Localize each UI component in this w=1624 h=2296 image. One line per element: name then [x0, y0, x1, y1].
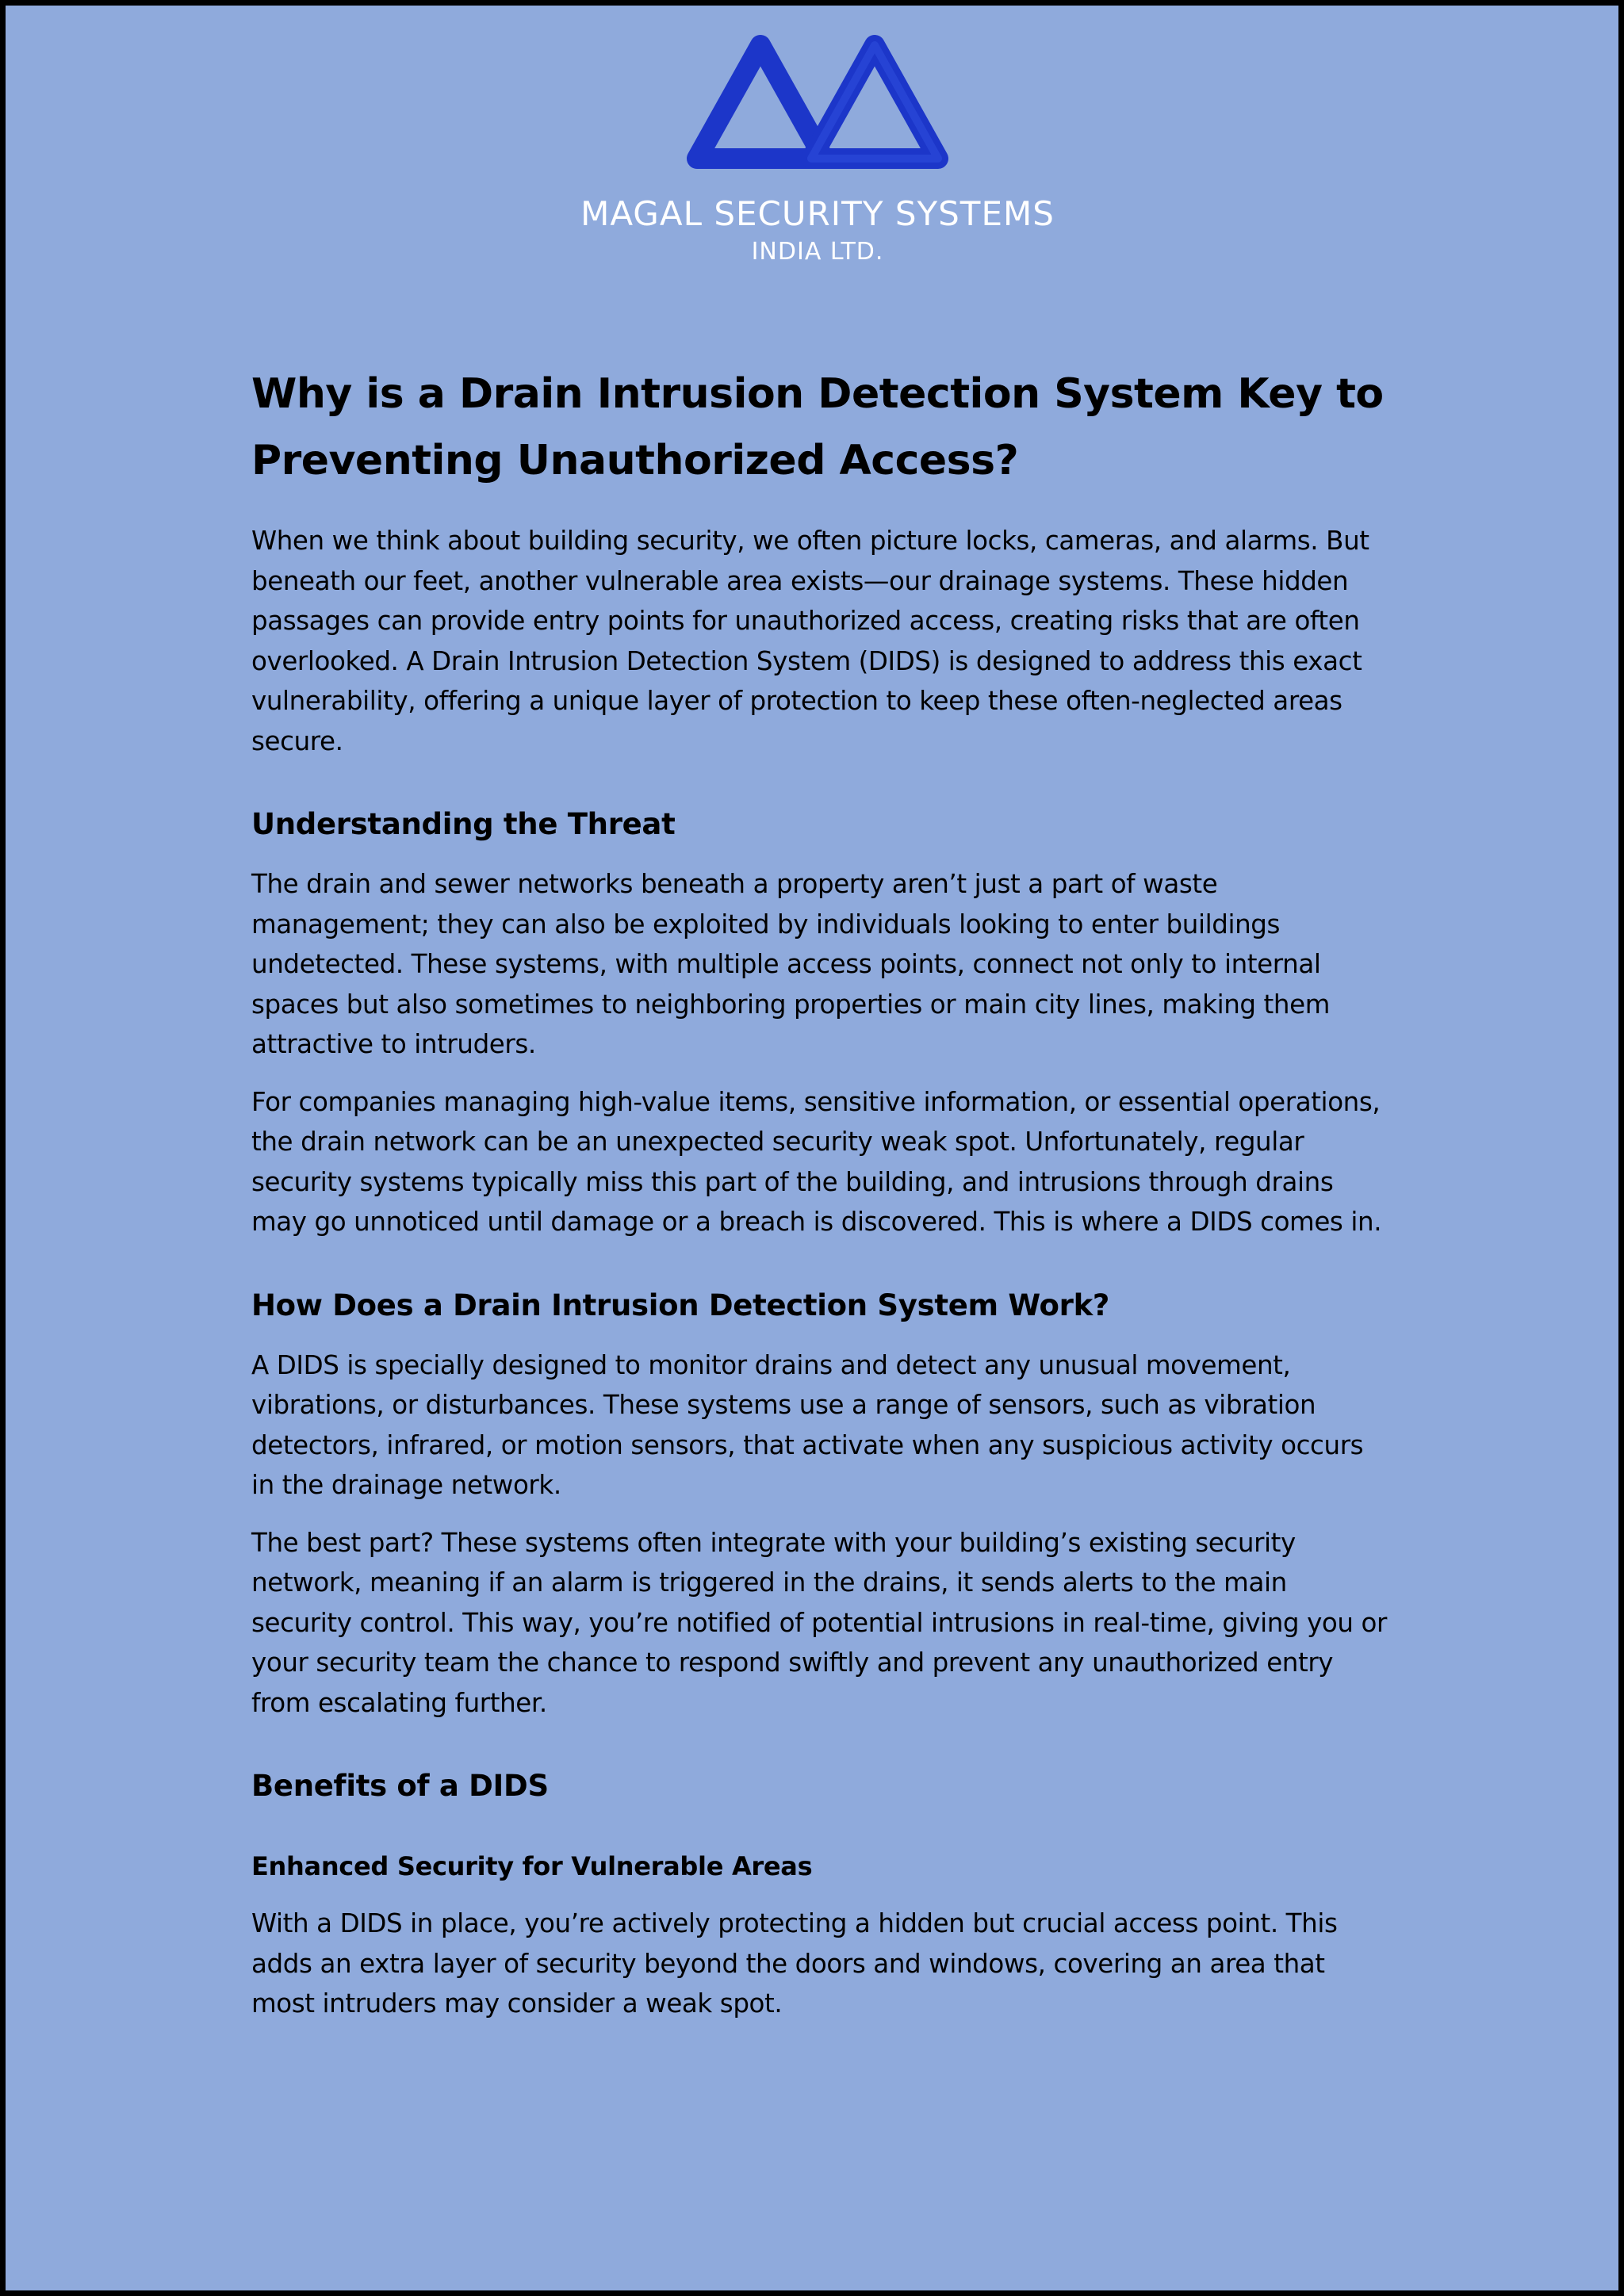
logo-company-subtitle: INDIA LTD.: [751, 238, 884, 266]
how-it-works-paragraph-1: A DIDS is specially designed to monitor drains and detect any unusual movement, vibrations, or disturbances. These systems use a range of sensors, such as vibration detectors, infrared, or motion sensors, that activate when any suspicious activity occurs in the drainage network.: [251, 1349, 1364, 1500]
subheading-enhanced-security: Enhanced Security for Vulnerable Areas: [251, 1851, 813, 1881]
how-it-works-paragraph-2: The best part? These systems often integrate with your building’s existing security network, meaning if an alarm is triggered in the drains, it sends alerts to the main security control. This way, you’re notified of potential intrusions in real-time, giving you or your security team the chance to respond swiftly and prevent any unauthorized entry from escalating further.: [251, 1527, 1387, 1718]
benefits-paragraph-1: With a DIDS in place, you’re actively protecting a hidden but crucial access point. This adds an extra layer of security beyond the doors and windows, covering an area that most intruders may consider a weak spot.: [251, 1908, 1338, 2019]
section-heading-benefits: Benefits of a DIDS: [251, 1769, 549, 1803]
article-title: Why is a Drain Intrusion Detection System Key to Preventing Unauthorized Access?: [251, 370, 1384, 484]
article-body: [251, 361, 1393, 2042]
company-logo: [6, 28, 1624, 267]
threat-paragraph-1: The drain and sewer networks beneath a property aren’t just a part of waste management; they can also be exploited by individuals looking to enter buildings undetected. These systems, with multiple access points, connect not only to internal spaces but also sometimes to neighboring properties or main city lines, making them attractive to intruders.: [251, 869, 1330, 1059]
logo-company-name: MAGAL SECURITY SYSTEMS: [580, 194, 1055, 233]
magal-m-logo-icon: [667, 28, 968, 178]
section-heading-how-it-works: How Does a Drain Intrusion Detection System Work?: [251, 1288, 1110, 1322]
threat-paragraph-2: For companies managing high-value items, sensitive information, or essential operations, the drain network can be an unexpected security weak spot. Unfortunately, regular security systems typically miss this part of the building, and intrusions through drains may go unnoticed until damage or a breach is discovered. This is where a DIDS comes in.: [251, 1086, 1382, 1237]
intro-paragraph: When we think about building security, we often picture locks, cameras, and alarms. But beneath our feet, another vulnerable area exists—our drainage systems. These hidden passages can provide entry points for unauthorized access, creating risks that are often overlooked. A Drain Intrusion Detection System (DIDS) is designed to address this exact vulnerability, offering a unique layer of protection to keep these often-neglected areas secure.: [251, 526, 1369, 756]
section-heading-threat: Understanding the Threat: [251, 807, 676, 841]
